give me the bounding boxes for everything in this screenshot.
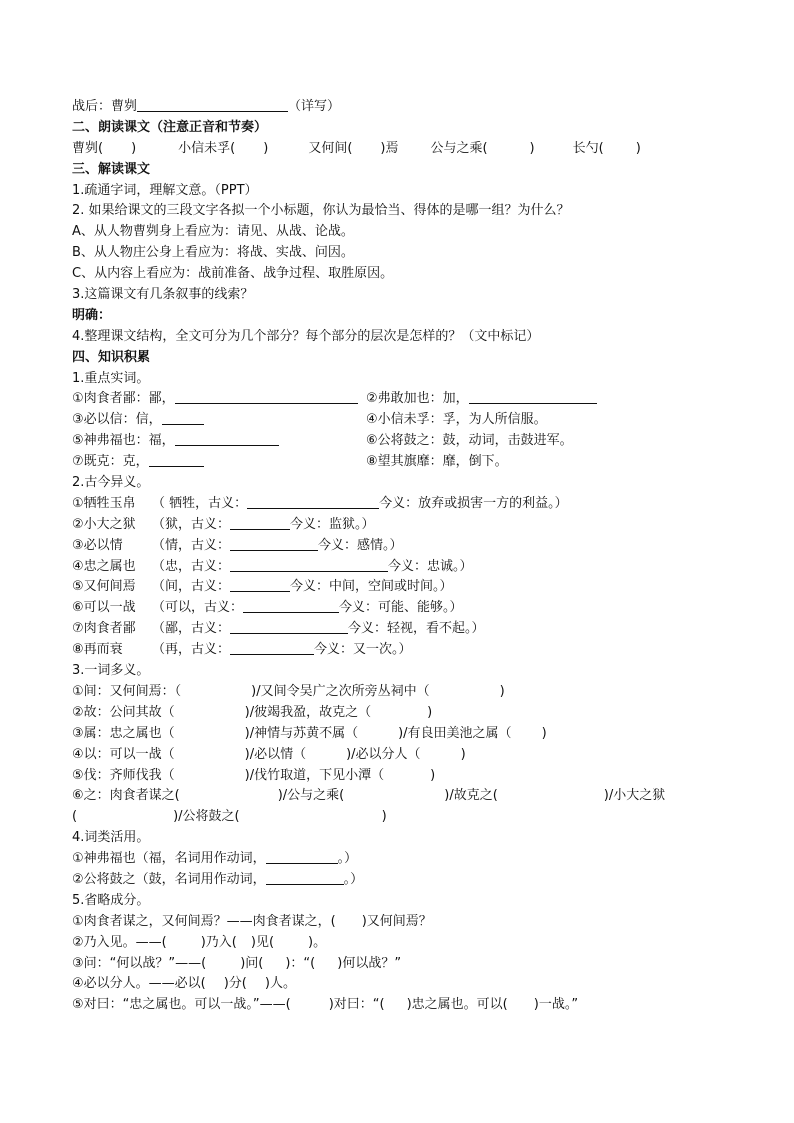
text-segment: )一战。” [533,997,579,1013]
text-segment: 又何间( [308,140,353,156]
word-class-row [72,849,732,870]
text-segment: )问( [240,955,264,971]
text-segment: )/神情与苏黄不属（ [244,725,359,741]
text-segment: ⑧再而衰 [72,642,123,658]
text-segment: ③必以信：信， [72,412,162,428]
ancient-modern-row [72,536,732,557]
text-segment: 长勺( [572,140,604,156]
key-words-row [72,452,732,473]
polysemy-row [72,786,732,807]
text-segment: （详写） [288,99,341,114]
text-segment: )焉 [380,140,399,156]
text-segment: ) [541,725,547,741]
text-segment: ②故：公问其故（ [72,704,175,720]
blank [230,577,290,592]
option-a: A、从人物曹刿身上看应为：请见、从战、论战。 [72,224,354,240]
text-segment: ) [635,140,641,156]
text-segment: 小信未孚( [178,140,236,156]
text-segment: ⑦既克：克， [72,454,149,470]
text-segment: 今义：可能、能够。） [339,600,463,616]
text-segment: ) [529,140,535,156]
subheading-key-words: 1.重点实词。 [72,370,150,386]
key-words-row [72,410,732,431]
question-1: 1.疏通字词，理解文意。（PPT） [72,182,258,198]
key-words-row [72,431,732,452]
text-segment: ⑦肉食者鄙 [72,621,136,637]
text-segment: ⑥可以一战 [72,600,136,616]
text-segment: 今义：轻视，看不起。） [348,621,485,637]
text-segment: ②小大之狱 [72,516,136,532]
text-segment: )/必以情（ [244,746,307,762]
text-segment: （鄙，古义： [152,621,231,637]
text-segment: 今义：感情。） [318,537,403,553]
subheading-ancient-modern: 2.古今异义。 [72,475,150,491]
text-segment: )/有良田美池之属（ [398,725,512,741]
text-segment: 战后：曹刿 [72,99,138,114]
text-segment: 今义：忠诚。） [388,558,473,574]
text-segment: 曹刿( [72,140,104,156]
text-segment: ④必以分人。——必以( [72,976,206,992]
text-segment: 今义：又一次。） [314,642,412,658]
text-segment: )/伐竹取道，下见小潭（ [244,767,385,783]
text-segment: 。） [343,871,364,887]
text-segment: ③问：“何以战？”——( [72,955,207,971]
question-4: 4.整理课文结构，全文可分为几个部分？每个部分的层次是怎样的？（文中标记） [72,328,540,344]
text-segment: ②公将鼓之（鼓，名词用作动词， [72,871,266,887]
text-segment: ④以：可以一战（ [72,746,175,762]
polysemy-row [72,682,732,703]
text-segment: ①牺牲玉帛 [72,495,136,511]
text-segment: ①间：又何间焉：（ [72,683,182,699]
text-segment: （狱，古义： [152,516,231,532]
section-heading-knowledge: 四、知识积累 [72,349,151,365]
blank [175,431,279,446]
text-segment: （ 牺牲，古义： [152,495,248,511]
text-segment: ①神弗福也（福，名词用作动词， [72,851,266,867]
text-segment: ②弗敢加也：加， [366,391,469,407]
blank [230,619,348,634]
text-segment: )见( [250,934,275,950]
text-segment: ⑤神弗福也：福， [72,433,175,449]
text-segment: ②乃入见。——( [72,934,167,950]
text-segment: 公与之乘( [430,140,488,156]
section-heading-interpret: 三、解读课文 [72,161,151,177]
text-segment: （间，古义： [152,579,231,595]
key-words-row [72,389,732,410]
text-segment: ⑧望其旗靡：靡，倒下。 [366,454,508,470]
word-class-row [72,870,732,891]
text-segment: ①肉食者鄙：鄙， [72,391,175,407]
blank [243,598,339,613]
text-segment: ③属：忠之属也（ [72,725,175,741]
text-segment: ⑤对曰：“忠之属也。可以一战。”——( [72,997,291,1013]
subheading-ellipsis: 5.省略成分。 [72,892,150,908]
line-post-battle [72,97,732,118]
text-segment: )对曰：“( [328,997,385,1013]
text-segment: 今义：中间，空间或时间。） [290,579,453,595]
ancient-modern-row [72,577,732,598]
text-segment: )/必以分人（ [346,746,421,762]
blank [137,97,288,112]
polysemy-row [72,766,732,787]
blank [266,870,344,885]
blank [230,536,318,551]
section-heading-reading: 二、朗读课文（注意正音和节奏） [72,119,268,135]
ellipsis-row [72,995,732,1016]
text-segment: （忠，古义： [152,558,231,574]
text-segment: ④小信未孚：孚，为人所信服。 [366,412,547,428]
ancient-modern-row [72,494,732,515]
text-segment: ) [131,140,137,156]
text-segment: ①肉食者谋之，又何间焉？——肉食者谋之，( [72,913,336,929]
question-3: 3.这篇课文有几条叙事的线索？ [72,287,254,303]
text-segment: 今义：监狱。） [290,516,375,532]
subheading-word-class: 4.词类活用。 [72,830,150,846]
polysemy-row [72,745,732,766]
worksheet [72,97,732,1016]
blank [230,640,314,655]
text-segment: ) [263,140,269,156]
blank [162,410,204,425]
ellipsis-row [72,954,732,975]
text-segment: （再，古义： [152,642,231,658]
ellipsis-row [72,912,732,933]
blank [469,389,597,404]
blank [149,452,204,467]
blank [266,849,338,864]
text-segment: )/公将鼓之( [173,809,240,825]
text-segment: )/小大之狱 [603,788,666,804]
text-segment: ⑥公将鼓之：鼓，动词，击鼓进军。 [366,433,573,449]
text-segment: )乃入( [200,934,237,950]
ancient-modern-row [72,557,732,578]
polysemy-row [72,703,732,724]
ancient-modern-row [72,640,732,661]
text-segment: ) [381,809,387,825]
text-segment: )何以战？” [337,955,402,971]
option-b: B、从人物庄公身上看应为：将战、实战、问因。 [72,245,354,261]
subheading-polysemy: 3.一词多义。 [72,663,150,679]
text-segment: ⑤伐：齐师伐我（ [72,767,175,783]
text-segment: ⑤又何间焉 [72,579,136,595]
text-segment: )分( [223,976,247,992]
text-segment: ③必以情 [72,537,123,553]
text-segment: )：“( [285,955,316,971]
text-segment: )。 [308,934,327,950]
text-segment: ④忠之属也 [72,558,136,574]
text-segment: )人。 [264,976,296,992]
ellipsis-row [72,933,732,954]
text-segment: （可以，古义： [152,600,244,616]
text-segment: ) [430,767,436,783]
blank [230,557,388,572]
text-segment: （情，古义： [152,537,231,553]
answer-label: 明确： [72,307,112,323]
text-segment: 今义：放弃或损害一方的利益。） [379,495,568,511]
option-c: C、从内容上看应为：战前准备、战争过程、取胜原因。 [72,266,394,282]
text-segment: )/又间令吴广之次所旁丛祠中（ [251,683,430,699]
polysemy-row [72,807,732,828]
ellipsis-row [72,974,732,995]
blank [230,515,290,530]
text-segment: ⑥之：肉食者谋之( [72,788,180,804]
text-segment: ) [427,704,433,720]
blank [175,389,358,404]
ancient-modern-row [72,598,732,619]
text-segment: )/故克之( [444,788,498,804]
ancient-modern-row [72,515,732,536]
ancient-modern-row [72,619,732,640]
question-2: 2. 如果给课文的三段文字各拟一个小标题，你认为最恰当、得体的是哪一组？为什么？ [72,203,570,219]
text-segment: ) [460,746,466,762]
text-segment: )/公与之乘( [277,788,345,804]
text-segment: ( [72,809,78,825]
text-segment: 。） [337,851,358,867]
text-segment: )/彼竭我盈，故克之（ [244,704,372,720]
blank [247,494,379,509]
line-pronunciation [72,139,732,160]
polysemy-row [72,724,732,745]
text-segment: ) [499,683,505,699]
text-segment: )又何间焉？ [361,913,432,929]
text-segment: )忠之属也。可以( [406,997,508,1013]
